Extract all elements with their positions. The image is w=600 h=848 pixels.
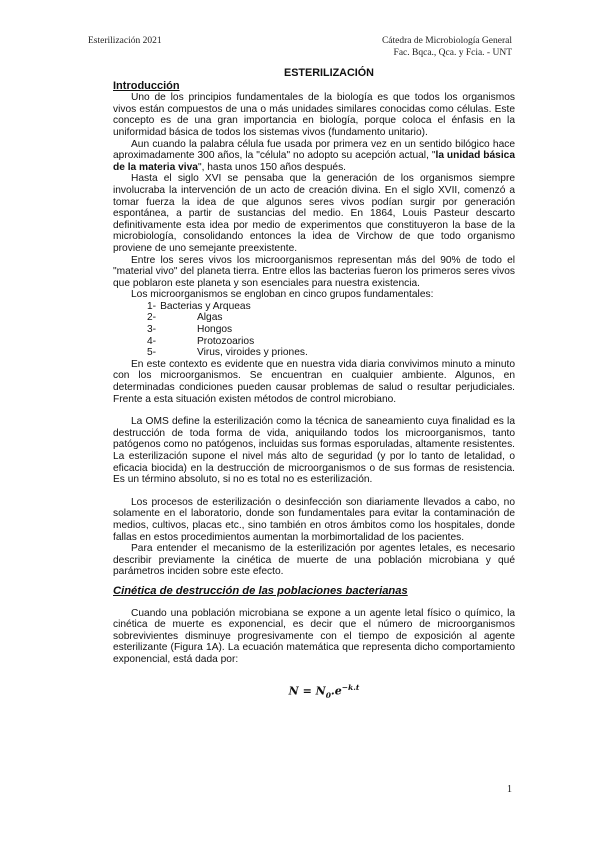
page-number: 1 bbox=[507, 784, 512, 795]
list-item: 2- Algas bbox=[147, 312, 223, 324]
list-item: 1- Bacterias y Arqueas bbox=[147, 300, 251, 312]
intro-heading: Introducción bbox=[113, 79, 180, 92]
groups-list bbox=[113, 301, 515, 359]
list-item: 4- Protozoarios bbox=[147, 335, 255, 347]
paragraph-cells: Uno de los principios fundamentales de la biología es que todos los organismos vivos están compuestos de una o más unidades similares conocidas como células. Este concepto es de una gran importancia en biología, porque coloca el énfasis en la uniformidad básica de todos los sistemas vivos (fundamento unitario). bbox=[113, 92, 515, 138]
p2-text-a: Aun cuando la palabra célula fue usada por primera vez en un sentido bilógico hace aproximadamente 300 años, la "célula" no adopto su acepción actual, " bbox=[113, 138, 515, 162]
paragraph-context: En este contexto es evidente que en nuestra vida diaria convivimos minuto a minuto con los microorganismos. Se encuentran en cualquier ambiente. Algunos, en determinadas condiciones pueden causar problemas de salud o resultar perjudiciales. Frente a esta situación existen métodos de control microbiano. bbox=[113, 358, 515, 405]
header-faculty: Fac. Bqca., Qca. y Fcia. - UNT bbox=[393, 47, 512, 58]
paragraph-processes: Los procesos de esterilización o desinfección son diariamente llevados a cabo, no solamente en el laboratorio, donde son fundamentales para evitar la contaminación de medios, cultivos, placas etc., sino también en otros ámbitos como los hospitales, donde fallas en estos procedimientos aumentan la morbimortalidad de los pacientes. bbox=[113, 496, 515, 543]
paragraph-cell-history bbox=[113, 139, 515, 174]
section-heading-kinetics: Cinética de destrucción de las poblaciones bacterianas bbox=[113, 584, 408, 597]
document-title: ESTERILIZACIÓN bbox=[284, 67, 374, 79]
header-right bbox=[382, 36, 512, 59]
header-department: Cátedra de Microbiología General bbox=[381, 36, 512, 46]
death-kinetics-formula: $N = N_0.e^{-k.t}$ bbox=[288, 682, 360, 700]
header-left: Esterilización 2021 bbox=[88, 36, 162, 46]
paragraph-kinetics: Cuando una población microbiana se expone a un agente letal físico o químico, la cinética de muerte es exponencial, es decir que el número de microorganismos sobrevivientes disminuye progresivamente con el tiempo de exposición al agente esterilizante (Figura 1A). La ecuación matemática que representa dicho comportamiento exponencial, está dada por: bbox=[113, 607, 515, 665]
paragraph-mechanism: Para entender el mecanismo de la esterilización por agentes letales, es necesario describir previamente la cinética de muerte de una población microbiana y qué parámetros inciden sobre este efecto. bbox=[113, 543, 515, 578]
paragraph-microorganisms: Entre los seres vivos los microorganismos representan más del 90% de todo el "material vivo" del planeta tierra. Entre ellos las bacterias fueron los primeros seres vivos que poblaron este planeta y son esenciales para nuestra existencia. bbox=[113, 254, 515, 289]
list-item: 3- Hongos bbox=[147, 324, 233, 336]
paragraph-groups-intro: Los microorganismos se engloban en cinco grupos fundamentales: bbox=[131, 289, 434, 301]
paragraph-oms-definition: La OMS define la esterilización como la técnica de saneamiento cuya finalidad es la destrucción de toda forma de vida, aniquilando todos los microorganismos, tanto patógenos como no patógenos, incluidas sus formas esporuladas, altamente resistentes. La esterilización supone el nivel más alto de seguridad (y por lo tanto de letalidad, o eficacia biocida) en la destrucción de microorganismos o de sus formas de resistencia. Es un término absoluto, si no es total no es esterilización. bbox=[113, 416, 515, 486]
paragraph-spontaneous-generation: Hasta el siglo XVI se pensaba que la generación de los organismos siempre involucraba la intervención de un acto de creación divina. En el siglo XVII, comenzó a tomar fuerza la idea de que algunos seres vivos podían surgir por generación espontánea, a partir de sustancias del medio. En 1864, Louis Pasteur descarto definitivamente esta idea por medio de experimentos que constituyeron la base de la microbiología, consolidando entonces la idea de Virchow de que todo organismo proviene de uno semejante preexistente. bbox=[113, 173, 515, 254]
p2-bold-text: la unidad básica de la materia viva bbox=[113, 150, 515, 173]
document-body bbox=[113, 68, 515, 701]
p2-text-b: ", hasta unos 150 años después. bbox=[197, 161, 347, 173]
list-item: 5- Virus, viroides y priones. bbox=[147, 347, 308, 359]
